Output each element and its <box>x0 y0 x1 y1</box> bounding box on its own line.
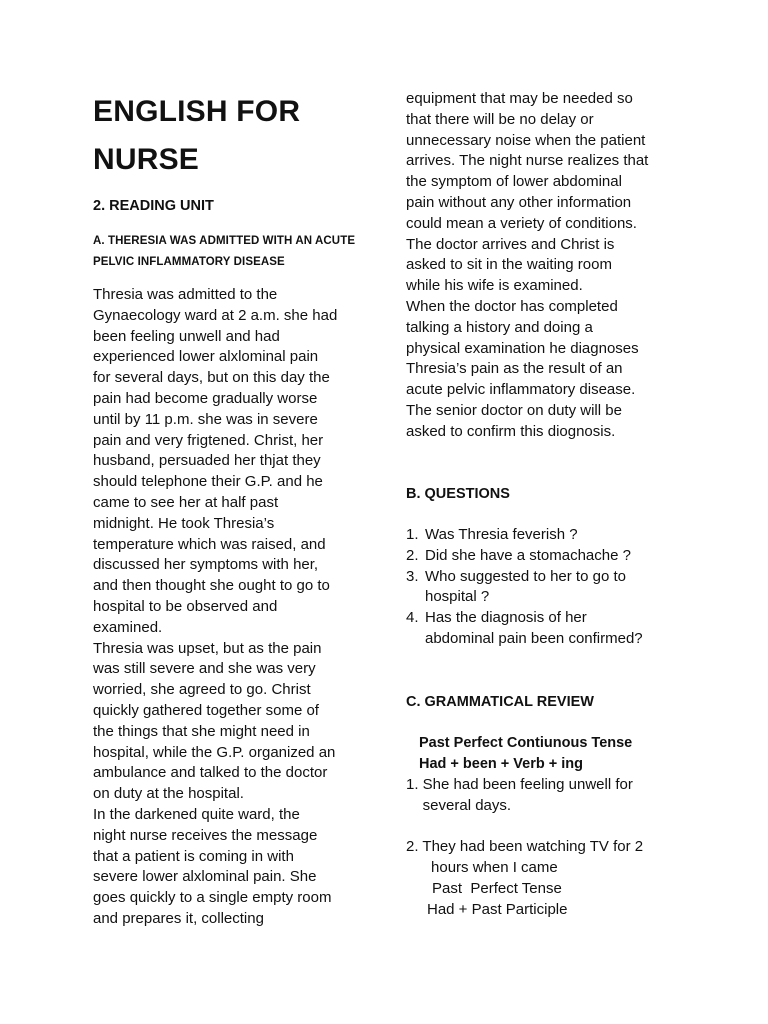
list-item: 2. Did she have a stomachache ? <box>406 546 631 564</box>
tense-title-continuous: Past Perfect Contiunous Tense Had + been + Verb + ing <box>419 735 633 772</box>
page-title: ENGLISH FOR NURSE <box>93 95 301 176</box>
tense-formula-past-perfect: Had + Past Participle <box>427 901 568 918</box>
reading-paragraph-right: equipment that may be needed so that there will be no delay or unnecessary noise when the patient arrives. The night nurse realizes that the symptom of lower abdominal pain without any other information could mean a veriety of conditions. The doctor arrives and Christ is asked to sit in the waiting room while his wife is examined. When the doctor has completed talking a history and doing a physical examination he diagnoses Thresia’s pain as the result of an acute pelvic inflammatory disease. The senior doctor on duty will be asked to confirm this diognosis. <box>406 90 649 440</box>
grammar-example-2: 2. They had been watching TV for 2 hours when I came <box>406 838 644 876</box>
questions-list <box>406 525 706 650</box>
reading-subheading: A. THERESIA WAS ADMITTED WITH AN ACUTE PELVIC INFLAMMATORY DISEASE <box>93 235 356 268</box>
list-item: 4. Has the diagnosis of her abdominal pain been confirmed? <box>406 609 643 647</box>
grammar-example-1: 1. She had been feeling unwell for several days. <box>406 776 633 814</box>
list-item: 1. Was Thresia feverish ? <box>406 526 578 543</box>
grammar-heading: C. GRAMMATICAL REVIEW <box>406 694 594 710</box>
questions-heading: B. QUESTIONS <box>406 486 510 502</box>
tense-title-past-perfect: Past Perfect Tense <box>432 880 562 897</box>
list-item: 3. Who suggested to her to go to hospital ? <box>406 567 626 606</box>
reading-paragraph-left: Thresia was admitted to the Gynaecology ward at 2 a.m. she had been feeling unwell and had experienced lower alxlominal pain for several days, but on this day the pain had become gradually worse until by 11 p.m. she was in severe pain and very frigtened. Christ, her husband, persuaded her thjat they should telephone their G.P. and he came to see her at half past midnight. He took Thresia’s temperature which was raised, and discussed her symptoms with her, and then thought she ought to go to hospital to be observed and examined. Thresia was upset, but as the pain was still severe and she was very worried, she agreed to go. Christ quickly gathered together some of the things that she might need in hospital, while the G.P. organized an ambulance and talked to the doctor on duty at the hospital. In the darkened quite ward, the night nurse receives the message that a patient is coming in with severe lower alxlominal pain. She goes quickly to a single empty room and prepares it, collecting <box>93 286 338 927</box>
reading-unit-heading: 2. READING UNIT <box>93 198 214 214</box>
